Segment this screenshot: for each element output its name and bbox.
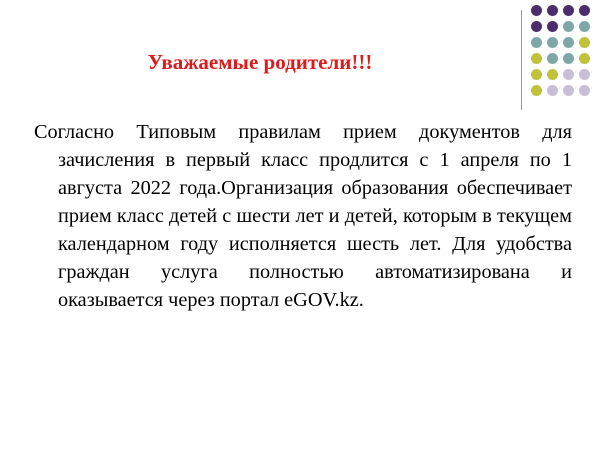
decorative-dot bbox=[563, 69, 574, 80]
decorative-dot bbox=[579, 21, 590, 32]
decorative-dot bbox=[563, 85, 574, 96]
slide-title: Уважаемые родители!!! bbox=[147, 50, 373, 74]
decorative-dot bbox=[547, 53, 558, 64]
decorative-dot bbox=[563, 53, 574, 64]
vertical-divider bbox=[521, 10, 522, 110]
decorative-dot bbox=[579, 5, 590, 16]
decorative-dot bbox=[563, 21, 574, 32]
decorative-dot bbox=[579, 85, 590, 96]
decorative-dot bbox=[563, 37, 574, 48]
decorative-dot bbox=[547, 85, 558, 96]
decorative-dot bbox=[579, 69, 590, 80]
decorative-dot bbox=[579, 37, 590, 48]
decorative-dot bbox=[531, 53, 542, 64]
decorative-dot bbox=[563, 5, 574, 16]
decorative-dot bbox=[547, 5, 558, 16]
decorative-dot-grid bbox=[531, 5, 597, 101]
decorative-dot bbox=[531, 69, 542, 80]
decorative-dot bbox=[531, 85, 542, 96]
decorative-dot bbox=[531, 5, 542, 16]
decorative-dot bbox=[547, 21, 558, 32]
decorative-dot bbox=[547, 69, 558, 80]
decorative-dot bbox=[547, 37, 558, 48]
decorative-dot bbox=[531, 21, 542, 32]
decorative-dot bbox=[531, 37, 542, 48]
decorative-dot bbox=[579, 53, 590, 64]
slide-body-text: Согласно Типовым правилам прием документов для зачисления в первый класс продлится с 1 апреля по 1 августа 2022 года.Организация образования обеспечивает прием класс детей с шести лет и детей, которым в текущем календарном году исполняется шесть лет. Для удобства граждан услуга полностью автоматизирована и оказывается через портал eGOV.kz. bbox=[34, 121, 572, 311]
